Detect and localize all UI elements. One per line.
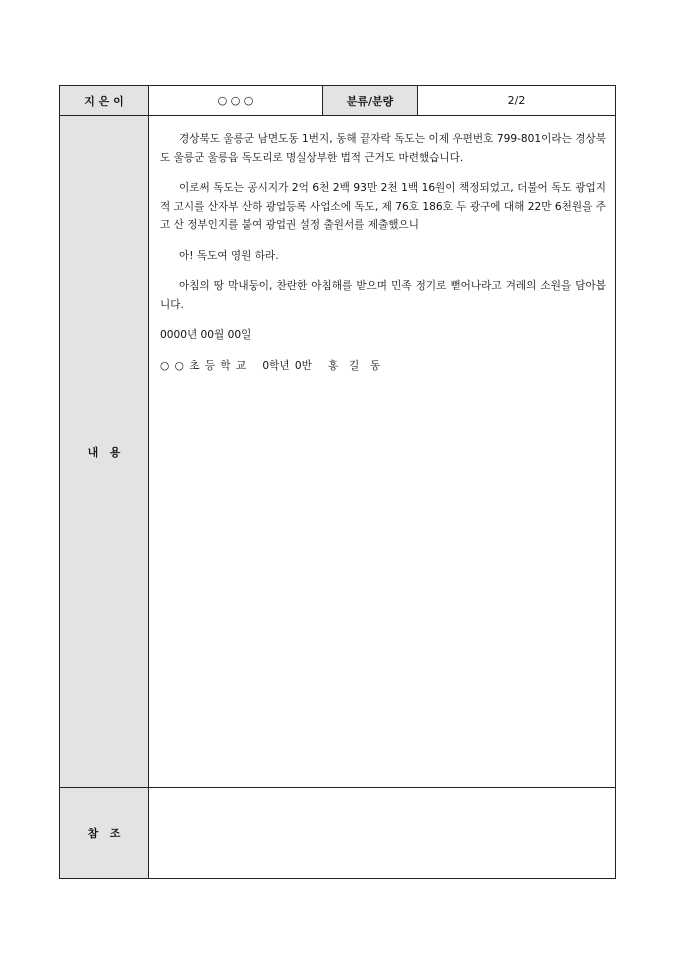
- essay-form: [59, 85, 616, 879]
- signature-text: ○ ○ 초 등 학 교 0학년 0반 홍 길 동: [160, 359, 381, 372]
- author-value: ○ ○ ○: [149, 86, 323, 115]
- content-label: 내 용: [60, 116, 149, 787]
- content-row: [60, 116, 615, 788]
- category-label: 분류/분량: [323, 86, 418, 115]
- date-text: 0000년 00월 00일: [160, 329, 252, 341]
- reference-row: [60, 788, 615, 878]
- paragraph-4: 아침의 땅 막내둥이, 찬란한 아침해를 받으며 민족 정기로 뻗어나라고 겨레의 소원을 담아봅니다.: [160, 280, 606, 311]
- header-row: [60, 86, 615, 116]
- author-label: 지 은 이: [60, 86, 149, 115]
- reference-label: 참 조: [60, 788, 149, 878]
- content-body: [160, 130, 606, 387]
- paragraph-3: 아! 독도여 영원 하라.: [179, 249, 279, 262]
- paragraph-2: 이로써 독도는 공시지가 2억 6천 2백 93만 2천 1백 16원이 책정되었고, 더불어 독도 광업지적 고시를 산자부 산하 광업등록 사업소에 독도, 제 76호 186호 두 광구에 대해 22만 6천원을 주고 산 정부인지를 붙여 광업권 설정 출원서를 제출했으니: [160, 182, 606, 231]
- category-value: 2/2: [507, 94, 526, 107]
- paragraph-1: 경상북도 울릉군 남면도동 1번지, 동해 끝자락 독도는 이제 우편번호 799-801이라는 경상북도 울릉군 울릉읍 독도리로 명실상부한 법적 근거도 마련했습니다.: [160, 133, 606, 164]
- reference-value: [149, 788, 615, 878]
